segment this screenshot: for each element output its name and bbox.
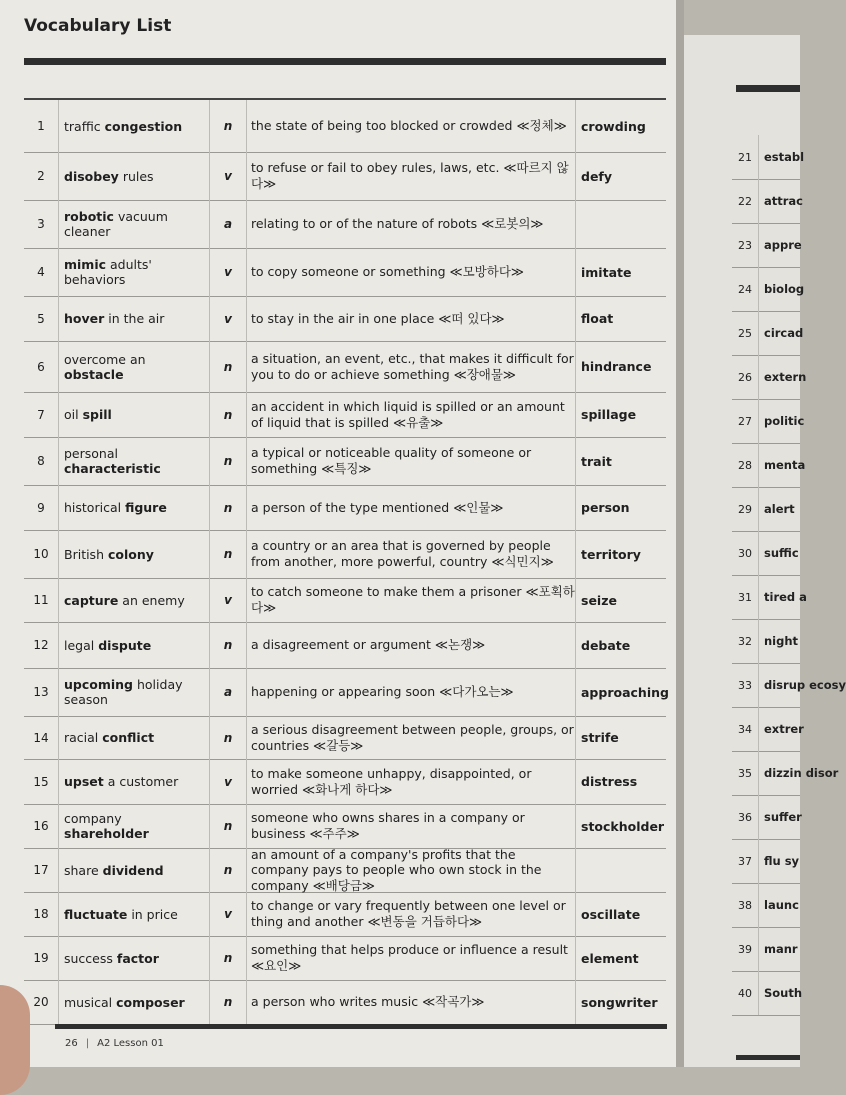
phrase-text [64, 119, 182, 134]
right-table-row [732, 135, 805, 180]
headword: figure [125, 500, 167, 515]
part-of-speech: n [210, 848, 247, 892]
entry-number: 31 [732, 575, 759, 619]
synonym: territory [581, 546, 641, 562]
entry-phrase-partial: dizzin disor [764, 766, 839, 780]
table-row [24, 578, 666, 623]
phrase-text [64, 811, 209, 841]
phrase-prefix: historical [64, 500, 126, 515]
part-of-speech: a [210, 668, 247, 716]
entry-phrase-partial: tired a [764, 590, 807, 604]
entry-phrase [58, 804, 210, 848]
entry-phrase [58, 341, 210, 392]
entry-number: 5 [24, 296, 59, 341]
definition: a disagreement or argument ≪논쟁≫ [246, 622, 576, 668]
entry-phrase-partial: extern [764, 370, 807, 384]
entry-number: 12 [24, 622, 59, 668]
table-row [24, 759, 666, 805]
entry-number: 20 [24, 980, 59, 1024]
definition: happening or appearing soon ≪다가오는≫ [246, 668, 576, 716]
part-of-speech: n [210, 716, 247, 759]
entry-phrase-partial: disrup ecosy [764, 678, 846, 692]
right-table-row [732, 751, 839, 796]
table-row [24, 485, 666, 531]
synonym: imitate [581, 264, 632, 280]
header-divider [24, 58, 666, 65]
headword: factor [116, 950, 159, 966]
table-row [24, 936, 666, 981]
entry-number: 10 [24, 530, 59, 578]
headword: hover [64, 311, 105, 326]
entry-number: 33 [732, 663, 759, 707]
synonym: oscillate [581, 906, 641, 922]
synonym: person [581, 500, 630, 515]
part-of-speech: n [210, 392, 247, 437]
table-row [24, 804, 666, 849]
vocabulary-table [24, 98, 669, 1024]
entry-phrase [58, 892, 210, 936]
right-table-row [732, 839, 800, 884]
phrase-text [64, 407, 112, 422]
phrase-prefix: success [64, 950, 117, 966]
phrase-text [64, 907, 178, 922]
phrase-text [64, 730, 154, 745]
entry-phrase [58, 622, 210, 668]
entry-phrase-partial: establ [764, 150, 805, 164]
right-table-row [732, 531, 800, 576]
phrase-prefix: legal [64, 637, 99, 653]
synonym: distress [581, 774, 638, 789]
phrase-prefix: traffic [64, 118, 105, 134]
entry-number: 17 [24, 848, 59, 892]
right-table-row [732, 179, 804, 224]
headword: congestion [104, 118, 183, 134]
headword: mimic [64, 257, 107, 272]
entry-phrase [58, 200, 210, 248]
headword: dividend [102, 862, 164, 878]
entry-phrase-partial: suffic [764, 546, 799, 560]
part-of-speech: n [210, 936, 247, 980]
entry-phrase-partial: South [764, 986, 803, 1000]
headword: shareholder [64, 826, 149, 841]
synonym: element [581, 950, 639, 966]
phrase-text [64, 446, 209, 476]
definition: to change or vary frequently between one level or thing and another ≪변동을 거듭하다≫ [246, 892, 576, 936]
synonym: float [581, 311, 614, 326]
entry-number: 2 [24, 152, 59, 200]
part-of-speech: n [210, 100, 247, 152]
table-row [24, 848, 666, 893]
entry-phrase-partial: biolog [764, 282, 805, 296]
right-table-row [732, 443, 806, 488]
definition: an accident in which liquid is spilled or an amount of liquid that is spilled ≪유출≫ [246, 392, 576, 437]
entry-number: 14 [24, 716, 59, 759]
part-of-speech: v [210, 296, 247, 341]
synonym: spillage [581, 407, 637, 422]
right-table-row [732, 927, 800, 972]
headword: dispute [98, 637, 152, 653]
part-of-speech: n [210, 980, 247, 1024]
phrase-suffix: vacuum cleaner [64, 209, 168, 239]
page-footer: 26 | A2 Lesson 01 [65, 1038, 164, 1049]
phrase-prefix: racial [64, 730, 103, 745]
synonym: trait [581, 453, 612, 469]
entry-number: 9 [24, 485, 59, 530]
entry-number: 19 [24, 936, 59, 980]
part-of-speech: v [210, 759, 247, 804]
synonym [576, 848, 666, 892]
part-of-speech: n [210, 437, 247, 485]
right-table-row [732, 707, 804, 752]
phrase-text [64, 500, 167, 515]
right-page [684, 35, 846, 1067]
entry-phrase [58, 530, 210, 578]
part-of-speech: v [210, 892, 247, 936]
right-table-row [732, 355, 807, 400]
part-of-speech: n [210, 530, 247, 578]
entry-phrase [58, 716, 210, 759]
entry-number: 4 [24, 248, 59, 296]
synonym: defy [581, 168, 613, 184]
synonym: debate [581, 637, 631, 653]
page-number: 26 [65, 1038, 78, 1049]
entry-phrase [58, 296, 210, 341]
entry-phrase-partial: launc [764, 898, 799, 912]
entry-number: 29 [732, 487, 759, 531]
headword: upcoming [64, 677, 134, 692]
right-table-row [732, 883, 800, 928]
definition: the state of being too blocked or crowded ≪정체≫ [246, 100, 576, 152]
right-table-row [732, 663, 846, 708]
entry-phrase-partial: alert [764, 502, 795, 516]
definition: a person of the type mentioned ≪인물≫ [246, 485, 576, 530]
headword: robotic [64, 209, 114, 224]
phrase-suffix: holiday season [64, 677, 183, 707]
entry-phrase [58, 392, 210, 437]
definition: an amount of a company's profits that the company pays to people who own stock in the company ≪배당금≫ [246, 848, 576, 892]
part-of-speech: n [210, 804, 247, 848]
entry-phrase [58, 848, 210, 892]
synonym: crowding [581, 118, 646, 134]
entry-number: 39 [732, 927, 759, 971]
entry-number: 28 [732, 443, 759, 487]
definition: to catch someone to make them a prisoner ≪포획하다≫ [246, 578, 576, 622]
right-table-row [732, 619, 800, 664]
entry-phrase [58, 759, 210, 804]
phrase-suffix: rules [118, 168, 154, 184]
headword: capture [64, 592, 119, 608]
entry-phrase-partial: night [764, 634, 799, 648]
right-table-row [732, 971, 803, 1016]
entry-number: 23 [732, 223, 759, 267]
entry-phrase-partial: attrac [764, 194, 804, 208]
part-of-speech: a [210, 200, 247, 248]
headword: conflict [102, 730, 155, 745]
phrase-suffix: in the air [104, 311, 165, 326]
right-table-row [732, 223, 800, 268]
headword: colony [107, 546, 154, 562]
part-of-speech: v [210, 248, 247, 296]
phrase-suffix: an enemy [118, 592, 185, 608]
headword: characteristic [64, 461, 161, 476]
right-table-row [732, 311, 804, 356]
entry-number: 21 [732, 135, 759, 179]
entry-phrase-partial: politic [764, 414, 805, 428]
entry-number: 13 [24, 668, 59, 716]
footer-divider [55, 1024, 667, 1029]
entry-phrase-partial: manr [764, 942, 798, 956]
phrase-text [64, 257, 209, 287]
entry-phrase [58, 936, 210, 980]
phrase-text [64, 774, 178, 789]
table-row [24, 341, 666, 393]
entry-number: 36 [732, 795, 759, 839]
table-row [24, 892, 666, 937]
entry-number: 38 [732, 883, 759, 927]
table-row [24, 100, 666, 153]
definition: to make someone unhappy, disappointed, or worried ≪화나게 하다≫ [246, 759, 576, 804]
definition: to stay in the air in one place ≪떠 있다≫ [246, 296, 576, 341]
headword: fluctuate [64, 906, 128, 922]
part-of-speech: n [210, 622, 247, 668]
synonym: approaching [581, 684, 669, 700]
lesson-label: A2 Lesson 01 [97, 1038, 164, 1049]
phrase-suffix: a customer [103, 774, 179, 789]
table-row [24, 248, 666, 297]
phrase-text [64, 995, 185, 1010]
right-header-divider [736, 85, 800, 92]
synonym: hindrance [581, 359, 652, 374]
phrase-prefix: British [64, 546, 108, 562]
entry-number: 30 [732, 531, 759, 575]
entry-phrase [58, 152, 210, 200]
phrase-prefix: personal [64, 446, 118, 461]
entry-phrase [58, 248, 210, 296]
phrase-suffix: adults' behaviors [64, 257, 152, 287]
table-row [24, 437, 666, 486]
entry-number: 25 [732, 311, 759, 355]
page-gutter [676, 0, 684, 1067]
headword: obstacle [64, 366, 124, 382]
right-footer-divider [736, 1055, 800, 1060]
definition: a serious disagreement between people, groups, or countries ≪갈등≫ [246, 716, 576, 759]
synonym: strife [581, 730, 619, 745]
entry-number: 7 [24, 392, 59, 437]
entry-phrase [58, 485, 210, 530]
headword: upset [64, 774, 104, 789]
right-table-row [732, 399, 805, 444]
entry-number: 32 [732, 619, 759, 663]
entry-phrase-partial: flu sy [764, 854, 800, 868]
phrase-suffix: in price [127, 906, 178, 922]
entry-number: 34 [732, 707, 759, 751]
part-of-speech: n [210, 485, 247, 530]
headword: spill [82, 407, 112, 422]
thumb [0, 985, 30, 1095]
entry-phrase-partial: suffer [764, 810, 802, 824]
table-row [24, 716, 666, 760]
entry-number: 40 [732, 971, 759, 1015]
entry-phrase [58, 668, 210, 716]
headword: composer [116, 994, 185, 1010]
entry-phrase [58, 100, 210, 152]
definition: a country or an area that is governed by people from another, more powerful, country ≪식민지≫ [246, 530, 576, 578]
phrase-text [64, 209, 209, 239]
phrase-prefix: oil [64, 407, 83, 422]
entry-phrase [58, 578, 210, 622]
entry-number: 22 [732, 179, 759, 223]
right-table-row [732, 575, 807, 620]
right-table-row [732, 795, 800, 840]
table-row [24, 668, 669, 717]
entry-phrase-partial: extrer [764, 722, 804, 736]
synonym: seize [581, 592, 617, 608]
phrase-text [64, 352, 209, 382]
entry-number: 35 [732, 751, 759, 795]
entry-number: 26 [732, 355, 759, 399]
table-row [24, 152, 666, 201]
entry-number: 11 [24, 578, 59, 622]
part-of-speech: v [210, 152, 247, 200]
phrase-prefix: musical [64, 994, 117, 1010]
table-row [24, 392, 666, 438]
entry-phrase-partial: appre [764, 238, 802, 252]
synonym: songwriter [581, 994, 658, 1010]
phrase-text [64, 677, 209, 707]
entry-number: 18 [24, 892, 59, 936]
table-row [24, 622, 666, 669]
phrase-prefix: company [64, 811, 122, 826]
phrase-text [64, 638, 151, 653]
entry-number: 37 [732, 839, 759, 883]
right-table-row [732, 487, 800, 532]
definition: a person who writes music ≪작곡가≫ [246, 980, 576, 1024]
entry-number: 6 [24, 341, 59, 392]
phrase-text [64, 951, 159, 966]
entry-phrase-partial: menta [764, 458, 806, 472]
entry-number: 8 [24, 437, 59, 485]
part-of-speech: n [210, 341, 247, 392]
entry-number: 16 [24, 804, 59, 848]
table-row [24, 980, 666, 1025]
entry-number: 1 [24, 100, 59, 152]
definition: a situation, an event, etc., that makes it difficult for you to do or achieve something ≪장애물≫ [246, 341, 576, 392]
entry-phrase-partial: circad [764, 326, 804, 340]
phrase-text [64, 863, 164, 878]
entry-number: 3 [24, 200, 59, 248]
definition: to refuse or fail to obey rules, laws, etc. ≪따르지 않다≫ [246, 152, 576, 200]
phrase-text [64, 593, 185, 608]
entry-number: 15 [24, 759, 59, 804]
headword: disobey [64, 168, 119, 184]
definition: to copy someone or something ≪모방하다≫ [246, 248, 576, 296]
entry-number: 27 [732, 399, 759, 443]
phrase-prefix: share [64, 862, 103, 878]
synonym [576, 200, 666, 248]
entry-phrase [58, 437, 210, 485]
phrase-text [64, 547, 154, 562]
entry-phrase [58, 980, 210, 1024]
definition: someone who owns shares in a company or business ≪주주≫ [246, 804, 576, 848]
definition: relating to or of the nature of robots ≪로봇의≫ [246, 200, 576, 248]
phrase-text [64, 311, 164, 326]
table-row [24, 530, 666, 579]
phrase-prefix: overcome an [64, 351, 146, 367]
synonym: stockholder [581, 818, 665, 834]
part-of-speech: v [210, 578, 247, 622]
entry-number: 24 [732, 267, 759, 311]
table-row [24, 200, 666, 249]
phrase-text [64, 169, 154, 184]
page-title: Vocabulary List [24, 16, 172, 36]
table-row [24, 296, 666, 342]
definition: a typical or noticeable quality of someone or something ≪특징≫ [246, 437, 576, 485]
definition: something that helps produce or influence a result ≪요인≫ [246, 936, 576, 980]
right-table-row [732, 267, 805, 312]
